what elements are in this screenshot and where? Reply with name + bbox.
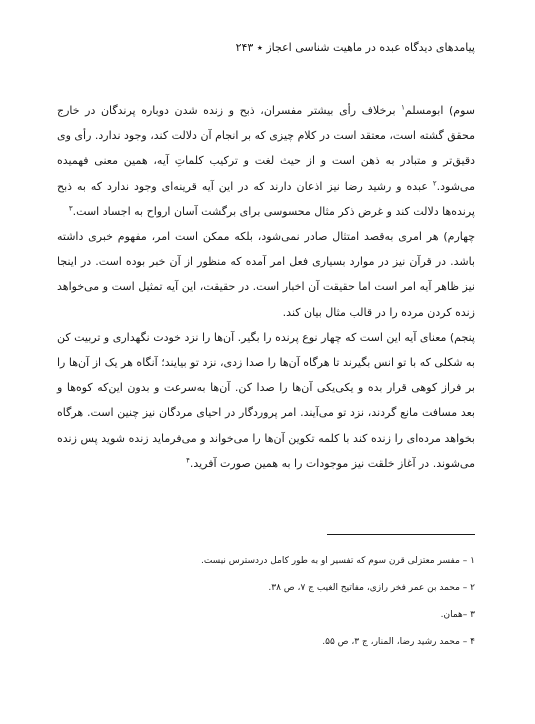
footnote-ref-2[interactable]: ۲ [432, 178, 437, 187]
footnote-2: ۲ – محمد بن عمر فخر رازی، مفاتیح الغیب ج ۷، ص ۳۸. [268, 583, 475, 593]
footnote-1: ۱ – مفسر معتزلی قرن سوم که تفسیر او به طور کامل دردسترس نیست. [200, 556, 475, 566]
paragraph-5-text: پنجم) معنای آیه این است که چهار نوع پرنده را بگیر. آن‌ها را نزد خودت نگهداری و تربیت کن به شکلی که با تو انس بگیرند تا هرگاه آن‌ها را صدا زدی، نزد تو بیایند؛ آنگاه هر یک از آن‌ها را بر فراز کوهی قرار بده و یکی‌یکی آن‌ها را صدا کن. آن‌ها به‌سرعت و بدون این‌که کوه‌ها و بعد مسافت مانع گردند، نزد تو می‌آیند. امر پروردگار در احیای مردگان نیز چنین است. هرگاه بخواهد مرده‌ای را زنده کند با کلمه تکوین آن‌ها را می‌خواند و می‌فرماید زنده شوید پس زنده می‌شوند. در آغاز خلقت نیز موجودات را به همین صورت آفرید. [57, 330, 475, 470]
footnotes [57, 548, 475, 656]
body-text [57, 98, 475, 476]
paragraph-3-part-2: برخلاف رأی بیشتر مفسران، ذبح و زنده شدن دوباره پرندگان در خارج محقق گشته است، معتقد است در کلام چیزی که بر انجام آن دلالت کند، وجود ندارد. رأی وی دقیق‌تر و متبادر به ذهن است و از حیث لغت و ترکیب کلماتِ آیه، همین معنی فهمیده می‌شود. [57, 104, 475, 193]
footnote-3: ۳ –همان. [440, 610, 475, 620]
paragraph-3-part-3: عبده و رشید رضا نیز اذعان دارند که در این آیه قرینه‌ای وجود ندارد که به ذبح پرنده‌ها دلالت کند و غرض ذکر مثال محسوسی برای برگشت آسان ارواح به اجساد است. [57, 179, 475, 218]
footnote-divider [327, 534, 475, 535]
footnote-ref-3[interactable]: ۳ [68, 204, 73, 213]
footnote-ref-1[interactable]: ۱ [401, 103, 405, 112]
paragraph-4: چهارم) هر امری به‌قصد امتثال صادر نمی‌شود، بلکه ممکن است امر، مفهوم خبری داشته باشد. در قرآن نیز در موارد بسیاری فعل امر آمده که منظور از آن خبر بوده است. در اینجا نیز ظاهر آیه امر است اما حقیقت آن اخبار است. در حقیقت، این آیه تمثیل است و می‌خواهد زنده کردن مرده را در قالب مثال بیان کند. [57, 230, 475, 319]
paragraph-3 [57, 98, 475, 224]
paragraph-3-part-1: سوم) ابومسلم [404, 104, 475, 117]
footnote-ref-4[interactable]: ۴ [186, 456, 190, 465]
running-header: پیامدهای دیدگاه عبده در ماهیت شناسی اعجاز ٭ ۲۴۳ [235, 41, 475, 54]
footnote-4: ۴ – محمد رشید رضا، المنار، ج ۳، ص ۵۵. [322, 637, 475, 647]
paragraph-5 [57, 325, 475, 476]
